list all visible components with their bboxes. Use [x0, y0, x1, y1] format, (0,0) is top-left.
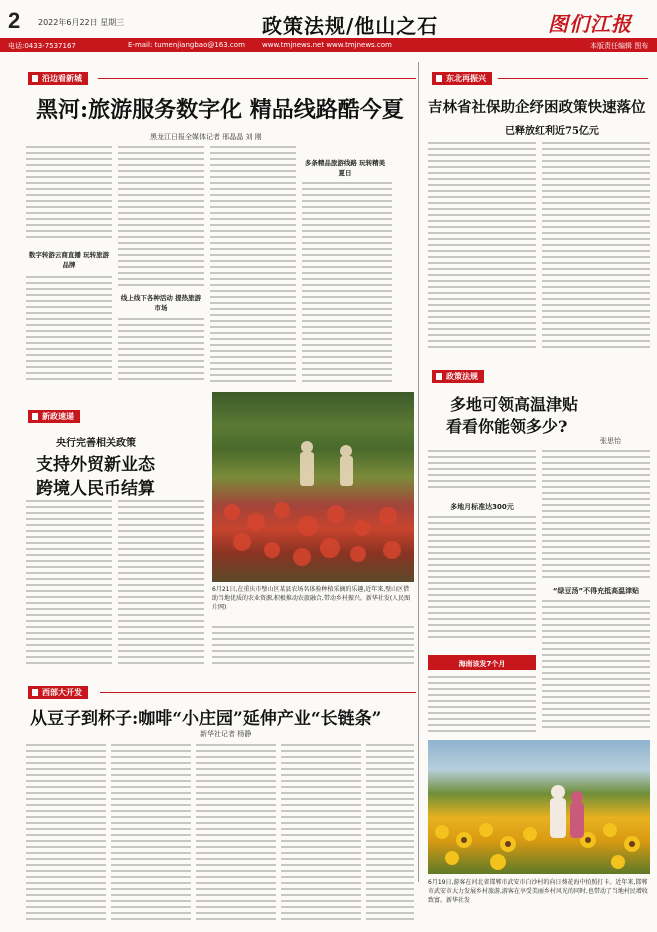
section-tag-new-policy: 新政速递	[28, 410, 80, 423]
black-river-col2b	[118, 318, 204, 386]
rmb-col1	[26, 500, 112, 672]
subsidy-subhead-1: 多地月标准达300元	[450, 503, 514, 511]
section-rule-2	[498, 78, 648, 79]
sunflower-photo-texture	[428, 740, 650, 874]
coffee-col4	[281, 744, 361, 926]
hotline: 电话:0433-7537167	[8, 42, 76, 50]
black-river-subhead-2: 线上线下各种活动 提热旅游市场	[120, 294, 202, 312]
editor-note: 本版责任编辑 图布	[590, 42, 649, 50]
column-divider	[418, 62, 419, 882]
coffee-col5	[366, 744, 414, 926]
subsidy-subhead-2: “绿豆汤”不得充抵高温津贴	[552, 587, 640, 595]
tomato-photo-texture	[212, 392, 414, 582]
black-river-subhead-3: 多条精品旅游线路 玩转精美夏日	[304, 159, 386, 177]
jilin-subtitle: 已释放红利近75亿元	[505, 126, 599, 137]
section-tag-northeast: 东北再振兴	[432, 72, 492, 85]
rmb-headline-2: 跨境人民币结算	[36, 479, 155, 499]
black-river-col4	[302, 182, 392, 387]
subsidy-col1b	[428, 516, 536, 642]
hainan-box-label: 海南该发7个月	[458, 660, 506, 668]
section-tag-west: 西部大开发	[28, 686, 88, 699]
section-tag-border-city: 沿边看新城	[28, 72, 88, 85]
subsidy-col1a	[428, 450, 536, 494]
section-title: 政策法规/他山之石	[262, 14, 439, 38]
issue-date: 2022年6月22日 星期三	[38, 18, 125, 27]
subsidy-col2b	[542, 600, 650, 736]
subsidy-headline-2: 看看你能领多少?	[446, 417, 568, 436]
coffee-headline: 从豆子到杯子:咖啡“小庄园”延伸产业“长链条”	[30, 709, 382, 729]
rmb-col3	[212, 626, 414, 672]
subsidy-col2a	[542, 450, 650, 582]
rmb-col2	[118, 500, 204, 672]
tomato-farm-photo	[212, 392, 414, 582]
sunflower-photo-caption: 6月19日,游客在河北省邯郸市武安市白沙村的向日葵花海中拍照打卡。近年来,邯郸市武安市大力发展乡村旅游,游客在享受美丽乡村风光的同时,也带动了当地村民增收致富。新华社发	[428, 879, 648, 904]
jilin-col2	[542, 142, 650, 354]
coffee-col3	[196, 744, 276, 926]
black-river-col2	[118, 146, 204, 291]
black-river-byline: 黑龙江日报全媒体记者 邢晶晶 刘 刚	[150, 133, 262, 141]
black-river-col1b	[26, 276, 112, 386]
email: E-mail: tumenjiangbao@163.com	[128, 41, 245, 49]
jilin-col1	[428, 142, 536, 354]
black-river-col1	[26, 146, 112, 246]
coffee-byline: 新华社记者 杨静	[200, 730, 252, 738]
black-river-col3	[210, 146, 296, 386]
black-river-subhead-1: 数字转游云商直播 玩转旅游品牌	[28, 251, 110, 269]
coffee-col1	[26, 744, 106, 926]
header-info-bar	[0, 38, 657, 52]
rmb-headline-1: 支持外贸新业态	[36, 455, 155, 475]
tomato-photo-caption: 6月21日,在重庆市璧山区某县农场名体验种植采摘的乐趣,近年来,璧山区借助当地优质的农业资源,积极推动农旅融合,带动乡村振兴。新华社发(人民图片网)	[212, 586, 411, 611]
section-tag-policy: 政策法规	[432, 370, 484, 383]
section-rule	[98, 78, 416, 79]
coffee-col2	[111, 744, 191, 926]
rmb-kicker: 央行完善相关政策	[56, 438, 136, 449]
black-river-headline: 黑河:旅游服务数字化 精品线路酷今夏	[36, 97, 404, 123]
website: www.tmjnews.net www.tmjnews.com	[262, 41, 392, 49]
jilin-headline: 吉林省社保助企纾困政策快速落位	[428, 99, 646, 116]
subsidy-col1c	[428, 676, 536, 736]
section-rule-3	[100, 692, 416, 693]
sunflower-photo	[428, 740, 650, 874]
newspaper-logo: 图们江报	[548, 12, 632, 36]
subsidy-headline-1: 多地可领高温津贴	[450, 395, 579, 414]
subsidy-byline: 张思怡	[600, 437, 621, 445]
page-number: 2	[8, 8, 21, 33]
